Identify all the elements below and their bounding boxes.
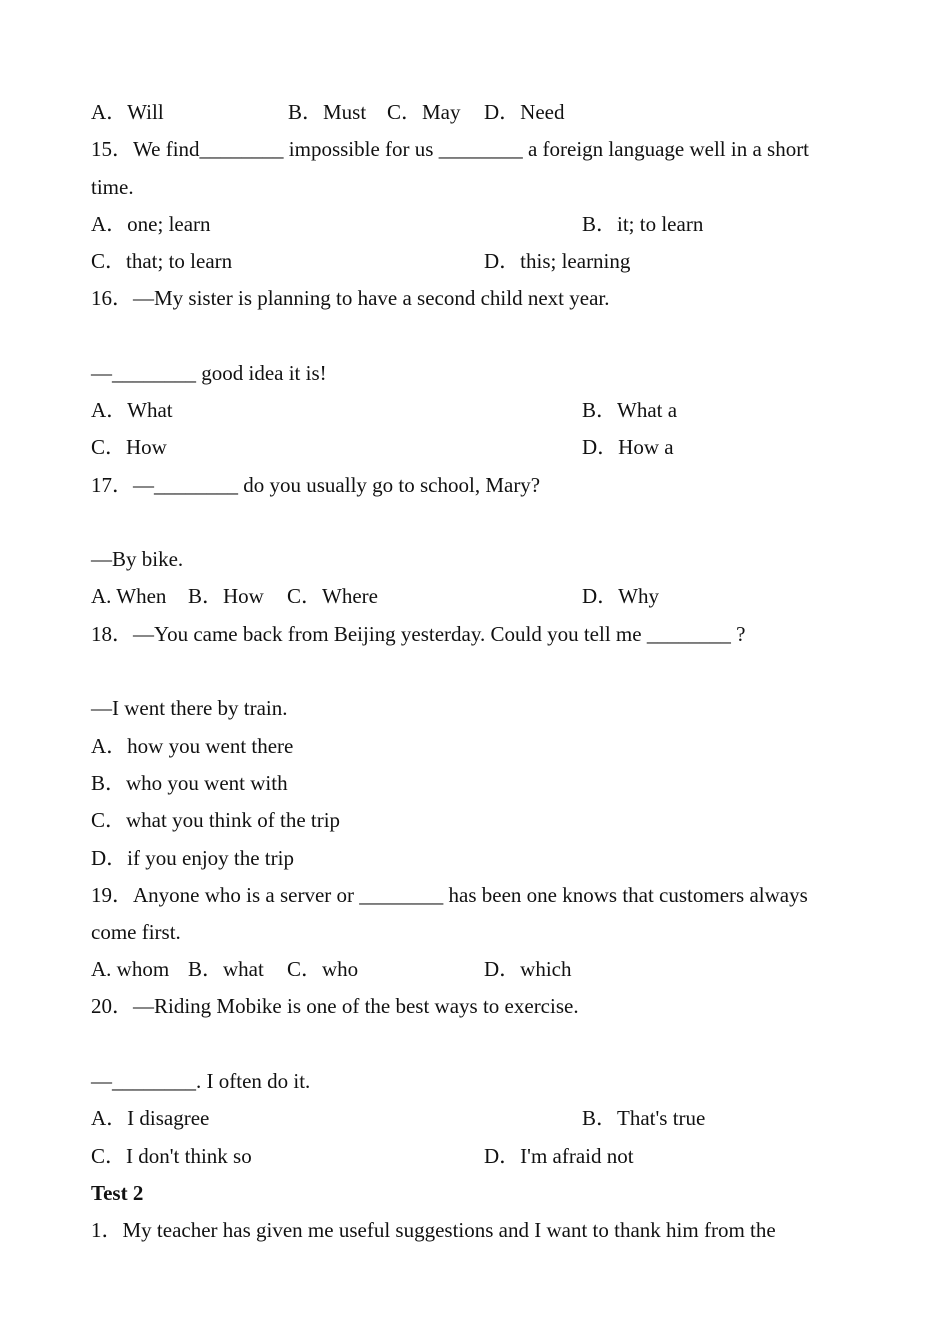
q18-option-c: C．what you think of the trip bbox=[91, 808, 341, 832]
q14-option-c: C．May bbox=[387, 100, 461, 124]
q15-option-c: C．that; to learn bbox=[91, 249, 233, 273]
q14-option-a: A．Will bbox=[91, 100, 164, 124]
q16-option-a: A．What bbox=[91, 398, 173, 422]
q20-option-c: C．I don't think so bbox=[91, 1144, 252, 1168]
q16-option-d: D．How a bbox=[582, 435, 674, 459]
test2-heading: Test 2 bbox=[91, 1181, 144, 1205]
q19-option-b: B．what bbox=[188, 957, 264, 981]
q19-stem-cont: come first. bbox=[91, 920, 181, 944]
q20-option-d: D．I'm afraid not bbox=[484, 1144, 634, 1168]
q20-reply: —________. I often do it. bbox=[91, 1069, 311, 1093]
q18-stem: 18．—You came back from Beijing yesterday. Could you tell me ________ ? bbox=[91, 622, 746, 646]
q17-option-c: C．Where bbox=[287, 584, 378, 608]
q17-option-a: A. When bbox=[91, 584, 167, 608]
q18-option-d: D．if you enjoy the trip bbox=[91, 846, 294, 870]
q19-option-a: A. whom bbox=[91, 957, 170, 981]
q16-option-c: C．How bbox=[91, 435, 167, 459]
q17-option-b: B．How bbox=[188, 584, 264, 608]
q16-stem: 16．—My sister is planning to have a second child next year. bbox=[91, 286, 610, 310]
q16-option-b: B．What a bbox=[582, 398, 678, 422]
q18-reply: —I went there by train. bbox=[91, 696, 288, 720]
q14-option-b: B．Must bbox=[288, 100, 367, 124]
q20-stem: 20．—Riding Mobike is one of the best ways to exercise. bbox=[91, 994, 579, 1018]
q15-option-b: B．it; to learn bbox=[582, 212, 704, 236]
q15-option-a: A．one; learn bbox=[91, 212, 211, 236]
q20-option-b: B．That's true bbox=[582, 1106, 706, 1130]
q14-option-d: D．Need bbox=[484, 100, 565, 124]
q15-stem: 15．We find________ impossible for us ________ a foreign language well in a short bbox=[91, 137, 810, 161]
q19-stem: 19．Anyone who is a server or ________ has been one knows that customers always bbox=[91, 883, 808, 907]
q17-stem: 17．—________ do you usually go to school, Mary? bbox=[91, 473, 541, 497]
q20-option-a: A．I disagree bbox=[91, 1106, 210, 1130]
q17-option-d: D．Why bbox=[582, 584, 659, 608]
q18-option-b: B．who you went with bbox=[91, 771, 288, 795]
q15-option-d: D．this; learning bbox=[484, 249, 631, 273]
q19-option-d: D．which bbox=[484, 957, 572, 981]
q19-option-c: C．who bbox=[287, 957, 359, 981]
q17-reply: —By bike. bbox=[91, 547, 184, 571]
q15-stem-cont: time. bbox=[91, 175, 134, 199]
test2-q1-stem: 1．My teacher has given me useful suggestions and I want to thank him from the bbox=[91, 1218, 776, 1242]
q18-option-a: A．how you went there bbox=[91, 734, 294, 758]
q16-reply: —________ good idea it is! bbox=[91, 361, 327, 385]
